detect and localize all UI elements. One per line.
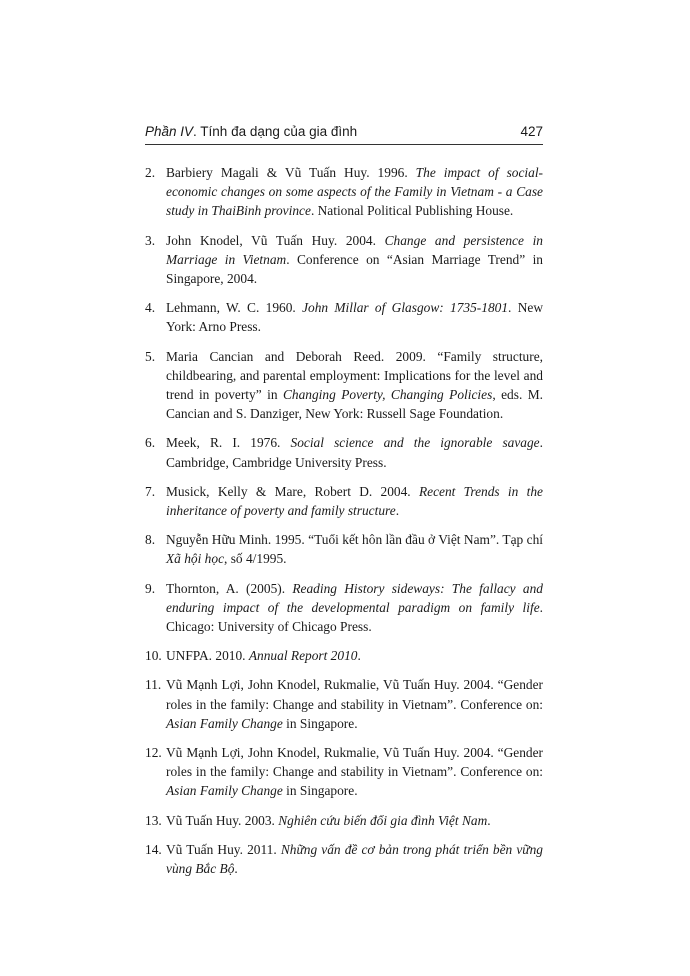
reference-text: . (357, 648, 361, 664)
section-name: . Tính đa dạng của gia đình (193, 124, 358, 139)
reference-text: . New York: Arno Press. (166, 300, 543, 335)
reference-title: Nghiên cứu biến đổi gia đình Việt Nam (278, 812, 488, 828)
reference-number: 5. (145, 348, 156, 364)
reference-number: 6. (145, 435, 156, 451)
reference-text: John Knodel, Vũ Tuấn Huy. 2004. (166, 232, 385, 248)
reference-title: Social science and the ignorable savage (290, 435, 540, 451)
reference-text: Barbiery Magali & Vũ Tuấn Huy. 1996. (166, 165, 416, 180)
reference-number: 9. (145, 580, 156, 596)
part-label: Phần IV (145, 124, 194, 139)
reference-text: Thornton, A. (2005). (166, 580, 293, 596)
reference-number: 4. (145, 300, 156, 316)
reference-number: 8. (145, 532, 156, 548)
reference-title: Những vấn đề cơ bản trong phát triển bền vững vùng Bắc Bộ (166, 841, 543, 877)
reference-number: 10. (145, 648, 162, 664)
reference-number: 12. (145, 745, 162, 761)
reference-number: 13. (145, 812, 162, 828)
reference-text: Lehmann, W. C. 1960. (166, 300, 303, 316)
reference-text: in Singapore. (282, 715, 358, 731)
reference-text: UNFPA. 2010. (166, 648, 249, 664)
reference-text: . (234, 861, 238, 877)
reference-number: 14. (145, 841, 162, 857)
reference-list (145, 163, 543, 888)
reference-text: in Singapore. (282, 783, 358, 799)
reference-text: Maria Cancian and Deborah Reed. 2009. “Family structure, childbearing, and parental employment: Implications for the level and trend in poverty” in (166, 348, 543, 403)
reference-item (145, 231, 543, 289)
reference-item (145, 530, 543, 568)
reference-item (145, 579, 543, 637)
reference-number: 3. (145, 232, 156, 248)
reference-title: The impact of social-economic changes on some aspects of the Family in Vietnam - a Case study in ThaiBinh province (166, 165, 544, 219)
reference-text: Nguyễn Hữu Minh. 1995. “Tuổi kết hôn lần đầu ở Việt Nam”. Tạp chí (166, 532, 543, 548)
reference-item (145, 743, 543, 801)
reference-item (145, 811, 543, 830)
reference-text: Vũ Tuấn Huy. 2011. (166, 841, 281, 857)
reference-item (145, 646, 543, 665)
reference-item (145, 163, 543, 221)
reference-text: . Cambridge, Cambridge University Press. (166, 435, 543, 470)
reference-title: Xã hội học (166, 551, 225, 567)
section-title (145, 124, 357, 139)
reference-text: . (487, 812, 491, 828)
reference-text: . National Political Publishing House. (310, 203, 514, 219)
reference-text: . Chicago: University of Chicago Press. (166, 599, 543, 635)
reference-text: Vũ Mạnh Lợi, John Knodel, Rukmalie, Vũ Tuấn Huy. 2004. “Gender roles in the family: Change and stability in Vietnam”. Conference on: (166, 677, 543, 712)
reference-item (145, 482, 543, 520)
reference-title: Reading History sideways: The fallacy and enduring impact of the developmental paradigm on family life (166, 580, 543, 615)
reference-text: Musick, Kelly & Mare, Robert D. 2004. (166, 483, 419, 499)
reference-title: Changing Poverty, Changing Policies (282, 387, 493, 403)
reference-item (145, 347, 543, 424)
reference-text: . (395, 503, 400, 519)
reference-text: . Conference on “Asian Marriage Trend” in Singapore, 2004. (166, 251, 543, 287)
reference-title: Asian Family Change (166, 715, 283, 731)
page-number: 427 (520, 124, 543, 139)
reference-title: Change and persistence in Marriage in Vietnam (166, 232, 543, 267)
reference-text: Meek, R. I. 1976. (166, 435, 291, 451)
reference-title: John Millar of Glasgow: 1735-1801 (302, 300, 509, 316)
reference-item (145, 840, 543, 878)
reference-number: 2. (145, 165, 156, 180)
reference-title: Asian Family Change (166, 783, 283, 799)
running-header (145, 122, 543, 145)
reference-text: , số 4/1995. (224, 551, 287, 567)
reference-text: Vũ Mạnh Lợi, John Knodel, Rukmalie, Vũ Tuấn Huy. 2004. “Gender roles in the family: Change and stability in Vietnam”. Conference on: (166, 745, 543, 780)
reference-number: 11. (145, 677, 162, 693)
reference-item (145, 675, 543, 733)
reference-text: , eds. M. Cancian and S. Danziger, New York: Russell Sage Foundation. (166, 387, 543, 422)
reference-title: Recent Trends in the inheritance of poverty and family structure (166, 483, 544, 519)
reference-item (145, 298, 543, 336)
reference-text: Vũ Tuấn Huy. 2003. (166, 812, 279, 828)
reference-title: Annual Report 2010 (248, 648, 358, 664)
reference-number: 7. (145, 483, 156, 499)
reference-item (145, 433, 543, 471)
